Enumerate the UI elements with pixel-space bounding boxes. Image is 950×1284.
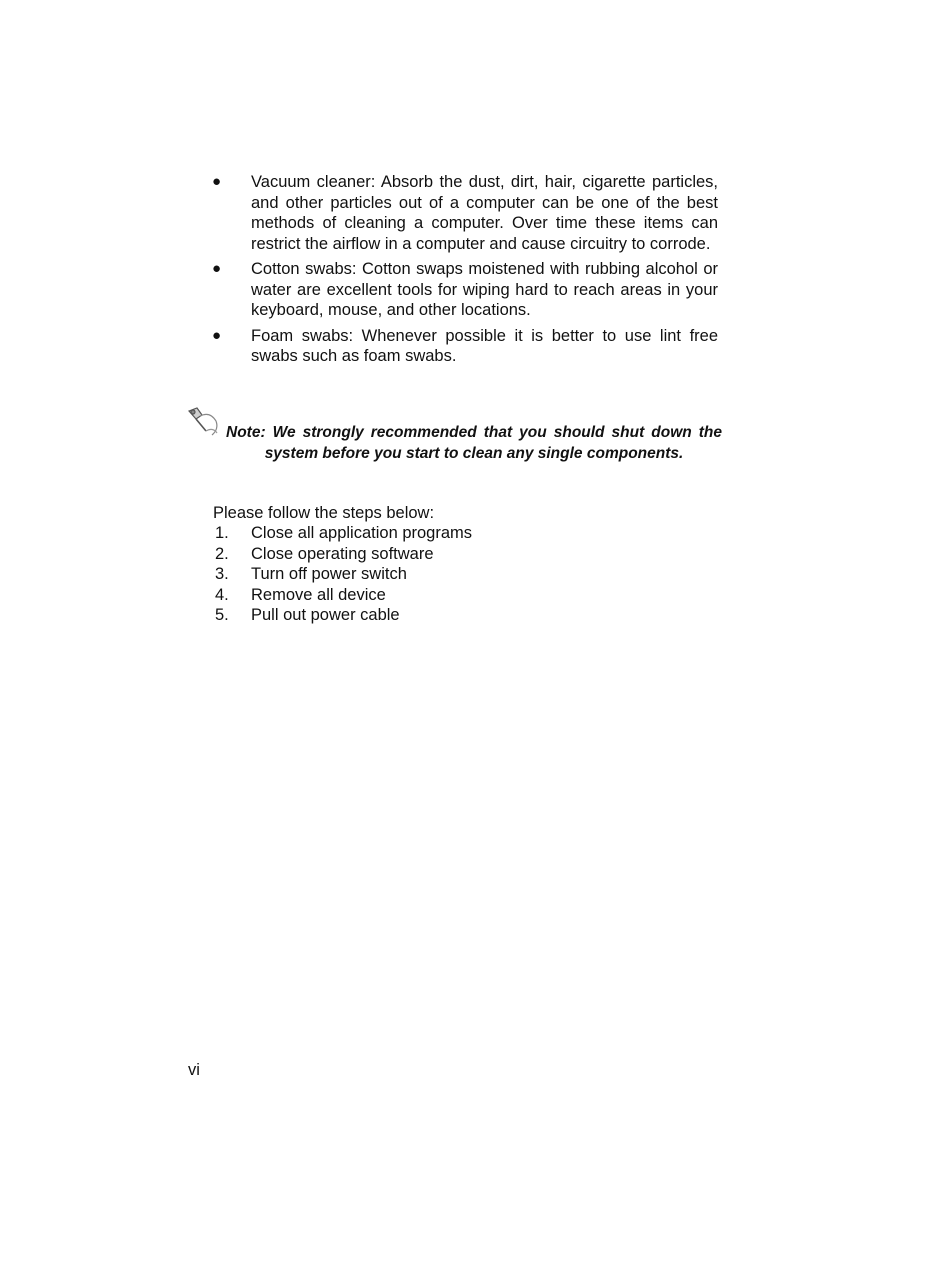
pushpin-icon: [186, 405, 222, 439]
cleaning-tools-list: [212, 172, 718, 372]
step-text: Pull out power cable: [251, 606, 400, 624]
step-number: 1.: [215, 524, 229, 542]
shutdown-steps-list: [215, 523, 472, 626]
note-text: Note: We strongly recommended that you should shut down the system before you start to clean any single components.: [226, 424, 722, 462]
steps-intro: Please follow the steps below:: [213, 504, 435, 522]
list-item: [215, 544, 472, 565]
list-item: [215, 523, 472, 544]
step-number: 4.: [215, 585, 229, 604]
bullet-marker: ●: [212, 173, 222, 190]
step-text: Close all application programs: [251, 524, 473, 542]
list-item: [212, 259, 718, 321]
list-item: [212, 172, 718, 254]
list-item: [212, 326, 718, 367]
bullet-marker: ●: [212, 326, 222, 344]
step-number: 3.: [215, 565, 229, 583]
list-item: [215, 585, 472, 606]
list-item-text: Foam swabs: Whenever possible it is better to use lint free swabs such as foam swabs.: [251, 326, 718, 365]
step-number: 5.: [215, 606, 229, 624]
list-item: [215, 564, 472, 585]
step-number: 2.: [215, 544, 229, 563]
list-item-text: Vacuum cleaner: Absorb the dust, dirt, hair, cigarette particles, and other particles out of a computer can be one of the best methods of cleaning a computer. Over time these items can restrict the airflow in a computer and cause circuitry to corrode.: [251, 173, 718, 253]
bullet-marker: ●: [212, 260, 222, 277]
list-item: [215, 605, 472, 626]
step-text: Close operating software: [251, 544, 434, 563]
step-text: Remove all device: [251, 585, 386, 604]
page-number: vi: [188, 1061, 200, 1079]
step-text: Turn off power switch: [251, 565, 407, 583]
list-item-text: Cotton swabs: Cotton swaps moistened with rubbing alcohol or water are excellent tools for wiping hard to reach areas in your keyboard, mouse, and other locations.: [251, 260, 718, 319]
